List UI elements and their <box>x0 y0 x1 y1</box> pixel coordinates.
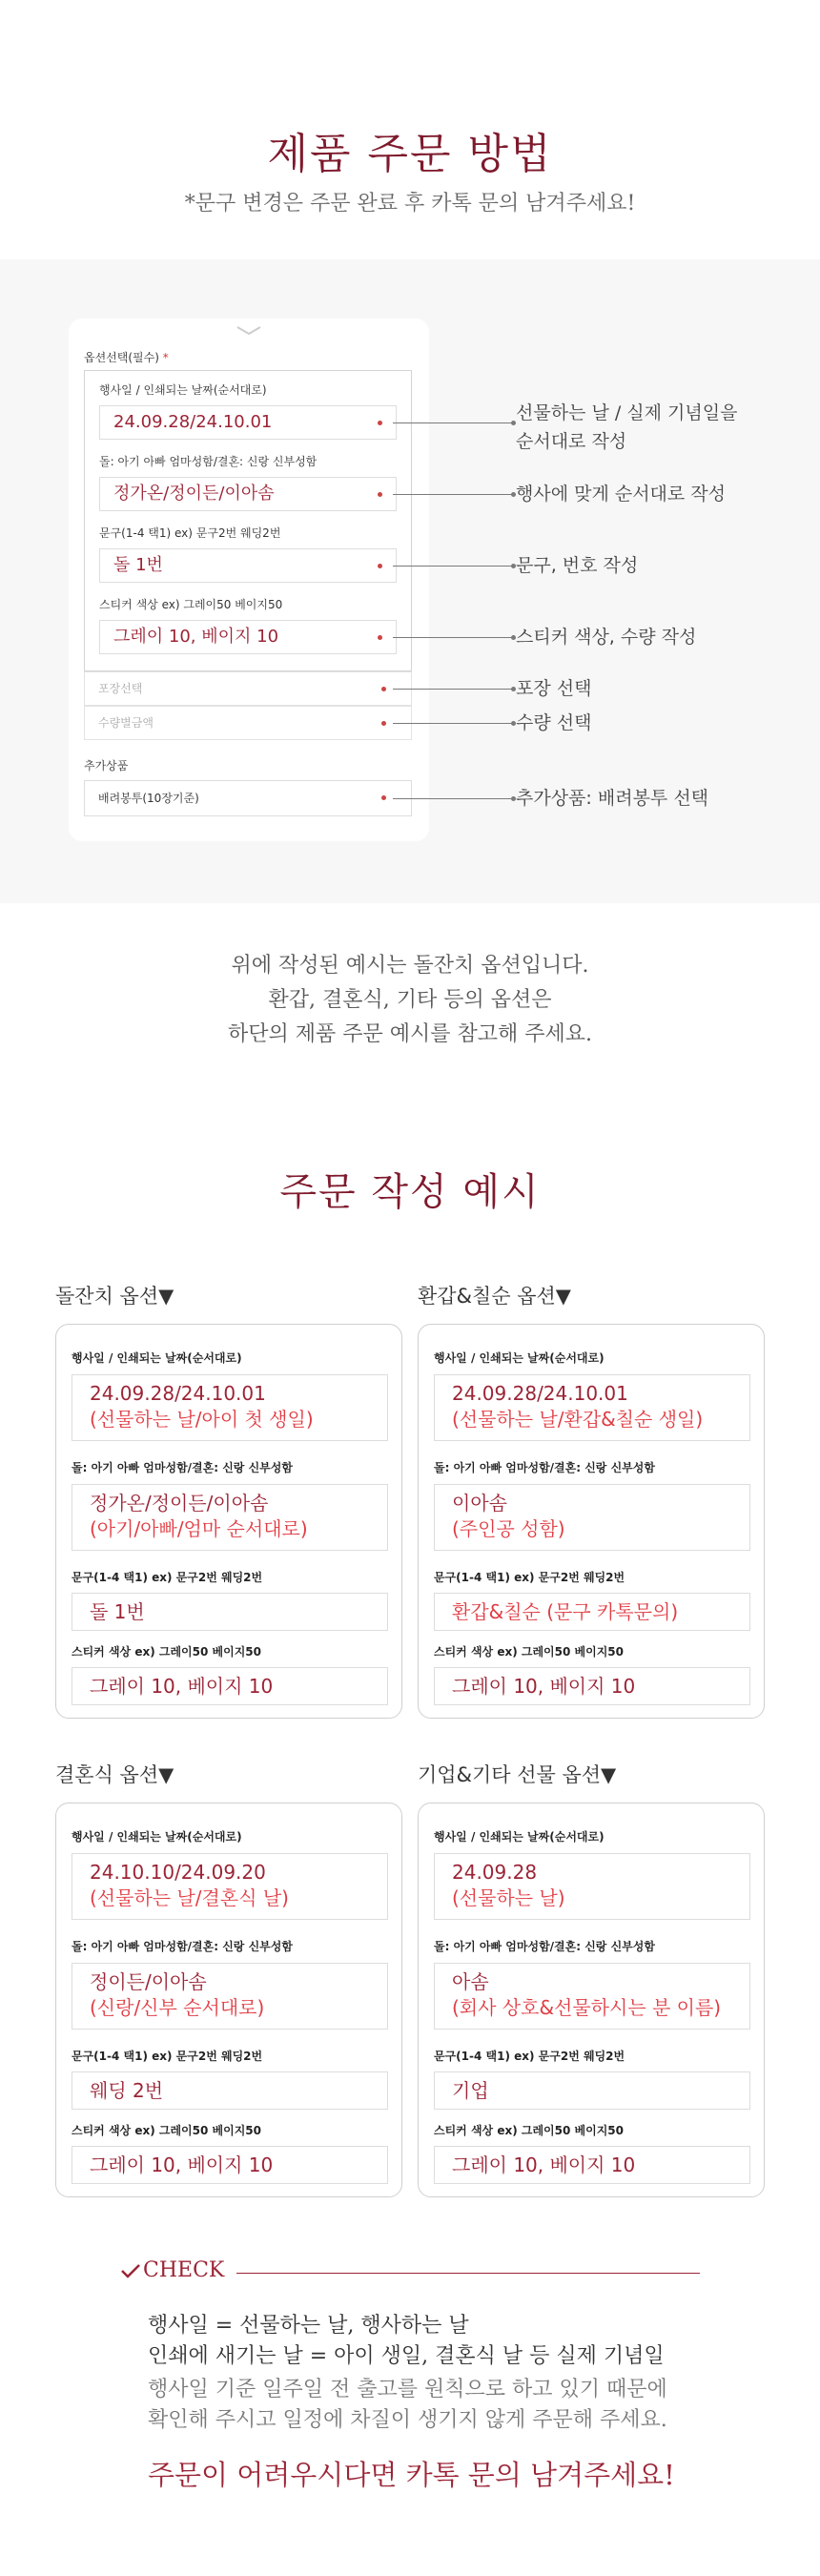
card-heading-hwangap: 환갑&칠순 옵션▼ <box>418 1285 571 1308</box>
card-heading-wedding: 결혼식 옵션▼ <box>55 1763 174 1786</box>
date-field-label: 행사일 / 인쇄되는 날짜(순서대로) <box>434 1351 605 1365</box>
connector-line <box>393 798 513 799</box>
sticker-field-label: 스티커 색상 ex) 그레이50 베이지50 <box>72 2124 261 2137</box>
connector-line <box>393 494 513 495</box>
note-names: 행사에 맞게 순서대로 작성 <box>516 484 727 505</box>
phrase-input[interactable]: 돌 1번 <box>99 548 397 583</box>
note-date: 선물하는 날 / 실제 기념일을 순서대로 작성 <box>516 402 738 452</box>
check-line-4: 확인해 주시고 일정에 차질이 생기지 않게 주문해 주세요. <box>148 2408 667 2432</box>
kakao-contact-cta: 주문이 어려우시다면 카톡 문의 남겨주세요! <box>148 2459 675 2491</box>
marker-dot <box>378 635 382 640</box>
connector-line <box>393 689 513 690</box>
names-example: 정이든/이아솜 (신랑/신부 순서대로) <box>72 1963 388 2030</box>
marker-dot <box>378 492 382 497</box>
date-field-label: 행사일 / 인쇄되는 날짜(순서대로) <box>72 1351 242 1365</box>
note-phrase: 문구, 번호 작성 <box>516 555 639 576</box>
date-field-label: 행사일 / 인쇄되는 날짜(순서대로) <box>99 383 267 397</box>
connector-line <box>393 723 513 724</box>
quantity-select[interactable]: 수량별금액 <box>84 706 412 740</box>
marker-dot <box>378 564 382 568</box>
phrase-example: 웨딩 2번 <box>72 2071 388 2110</box>
check-title: CHECK <box>143 2258 225 2282</box>
note-packaging: 포장 선택 <box>516 678 592 699</box>
check-line-3: 행사일 기준 일주일 전 출고를 원칙으로 하고 있기 때문에 <box>148 2378 667 2401</box>
option-form-mockup <box>69 319 429 841</box>
connector-line <box>393 566 513 567</box>
check-header <box>120 2258 700 2287</box>
date-example: 24.09.28/24.10.01 (선물하는 날/아이 첫 생일) <box>72 1374 388 1441</box>
phrase-field-label: 문구(1-4 택1) ex) 문구2번 웨딩2번 <box>434 2050 625 2063</box>
example-card-dol <box>55 1324 402 1719</box>
phrase-example: 기업 <box>434 2071 750 2110</box>
date-example: 24.10.10/24.09.20 (선물하는 날/결혼식 날) <box>72 1853 388 1920</box>
example-card-wedding <box>55 1803 402 2197</box>
examples-title: 주문 작성 예시 <box>279 1170 541 1214</box>
date-example: 24.09.28 (선물하는 날) <box>434 1853 750 1920</box>
phrase-example: 환갑&칠순 (문구 카톡문의) <box>434 1593 750 1631</box>
names-field-label: 돌: 아기 아빠 엄마성함/결혼: 신랑 신부성함 <box>72 1461 293 1474</box>
date-input[interactable]: 24.09.28/24.10.01 <box>99 405 397 440</box>
option-select-label: 옵션선택(필수) * <box>84 351 169 364</box>
sticker-field-label: 스티커 색상 ex) 그레이50 베이지50 <box>434 1645 624 1659</box>
check-line-1: 행사일 = 선물하는 날, 행사하는 날 <box>148 2314 469 2338</box>
check-icon <box>120 2262 141 2279</box>
sticker-example: 그레이 10, 베이지 10 <box>72 2146 388 2184</box>
addon-select[interactable]: 배려봉투(10장기준) <box>84 780 412 816</box>
sticker-example: 그레이 10, 베이지 10 <box>434 1667 750 1705</box>
phrase-field-label: 문구(1-4 택1) ex) 문구2번 웨딩2번 <box>72 2050 263 2063</box>
names-field-label: 돌: 아기 아빠 엄마성함/결혼: 신랑 신부성함 <box>434 1940 655 1953</box>
sticker-field-label: 스티커 색상 ex) 그레이50 베이지50 <box>434 2124 624 2137</box>
names-example: 이아솜 (주인공 성함) <box>434 1484 750 1551</box>
marker-dot <box>378 421 382 425</box>
example-card-hwangap <box>418 1324 765 1719</box>
phrase-field-label: 문구(1-4 택1) ex) 문구2번 웨딩2번 <box>99 526 281 540</box>
chevron-down-icon <box>236 326 261 336</box>
card-heading-corporate: 기업&기타 선물 옵션▼ <box>418 1763 617 1786</box>
phrase-field-label: 문구(1-4 택1) ex) 문구2번 웨딩2번 <box>434 1571 625 1584</box>
names-field-label: 돌: 아기 아빠 엄마성함/결혼: 신랑 신부성함 <box>72 1940 293 1953</box>
names-field-label: 돌: 아기 아빠 엄마성함/결혼: 신랑 신부성함 <box>99 455 318 468</box>
marker-dot <box>381 687 386 691</box>
example-card-corporate <box>418 1803 765 2197</box>
sticker-field-label: 스티커 색상 ex) 그레이50 베이지50 <box>72 1645 261 1659</box>
connector-line <box>393 422 513 423</box>
date-example: 24.09.28/24.10.01 (선물하는 날/환갑&칠순 생일) <box>434 1374 750 1441</box>
packaging-select[interactable]: 포장선택 <box>84 671 412 706</box>
sticker-example: 그레이 10, 베이지 10 <box>434 2146 750 2184</box>
sticker-field-label: 스티커 색상 ex) 그레이50 베이지50 <box>99 598 283 611</box>
phrase-field-label: 문구(1-4 택1) ex) 문구2번 웨딩2번 <box>72 1571 263 1584</box>
page-title: 제품 주문 방법 <box>267 130 553 178</box>
date-field-label: 행사일 / 인쇄되는 날짜(순서대로) <box>72 1830 242 1844</box>
card-heading-dol: 돌잔치 옵션▼ <box>55 1285 174 1308</box>
phrase-example: 돌 1번 <box>72 1593 388 1631</box>
marker-dot <box>381 795 386 800</box>
names-example: 아솜 (회사 상호&선물하시는 분 이름) <box>434 1963 750 2030</box>
marker-dot <box>381 721 386 726</box>
note-addon: 추가상품: 배려봉투 선택 <box>516 788 709 809</box>
connector-line <box>393 637 513 638</box>
names-input[interactable]: 정가온/정이든/이아솜 <box>99 477 397 511</box>
divider <box>236 2273 700 2274</box>
note-quantity: 수량 선택 <box>516 712 592 733</box>
page-subtitle: *문구 변경은 주문 완료 후 카톡 문의 남겨주세요! <box>184 192 636 216</box>
sticker-example: 그레이 10, 베이지 10 <box>72 1667 388 1705</box>
sticker-input[interactable]: 그레이 10, 베이지 10 <box>99 620 397 654</box>
names-example: 정가온/정이든/이아솜 (아기/아빠/엄마 순서대로) <box>72 1484 388 1551</box>
addon-label: 추가상품 <box>84 759 129 773</box>
names-field-label: 돌: 아기 아빠 엄마성함/결혼: 신랑 신부성함 <box>434 1461 655 1474</box>
description-text: 위에 작성된 예시는 돌잔치 옵션입니다. 환갑, 결혼식, 기타 등의 옵션은 하단의 제품 주문 예시를 참고해 주세요. <box>228 954 592 1046</box>
note-sticker: 스티커 색상, 수량 작성 <box>516 627 697 648</box>
date-field-label: 행사일 / 인쇄되는 날짜(순서대로) <box>434 1830 605 1844</box>
check-line-2: 인쇄에 새기는 날 = 아이 생일, 결혼식 날 등 실제 기념일 <box>148 2344 665 2368</box>
